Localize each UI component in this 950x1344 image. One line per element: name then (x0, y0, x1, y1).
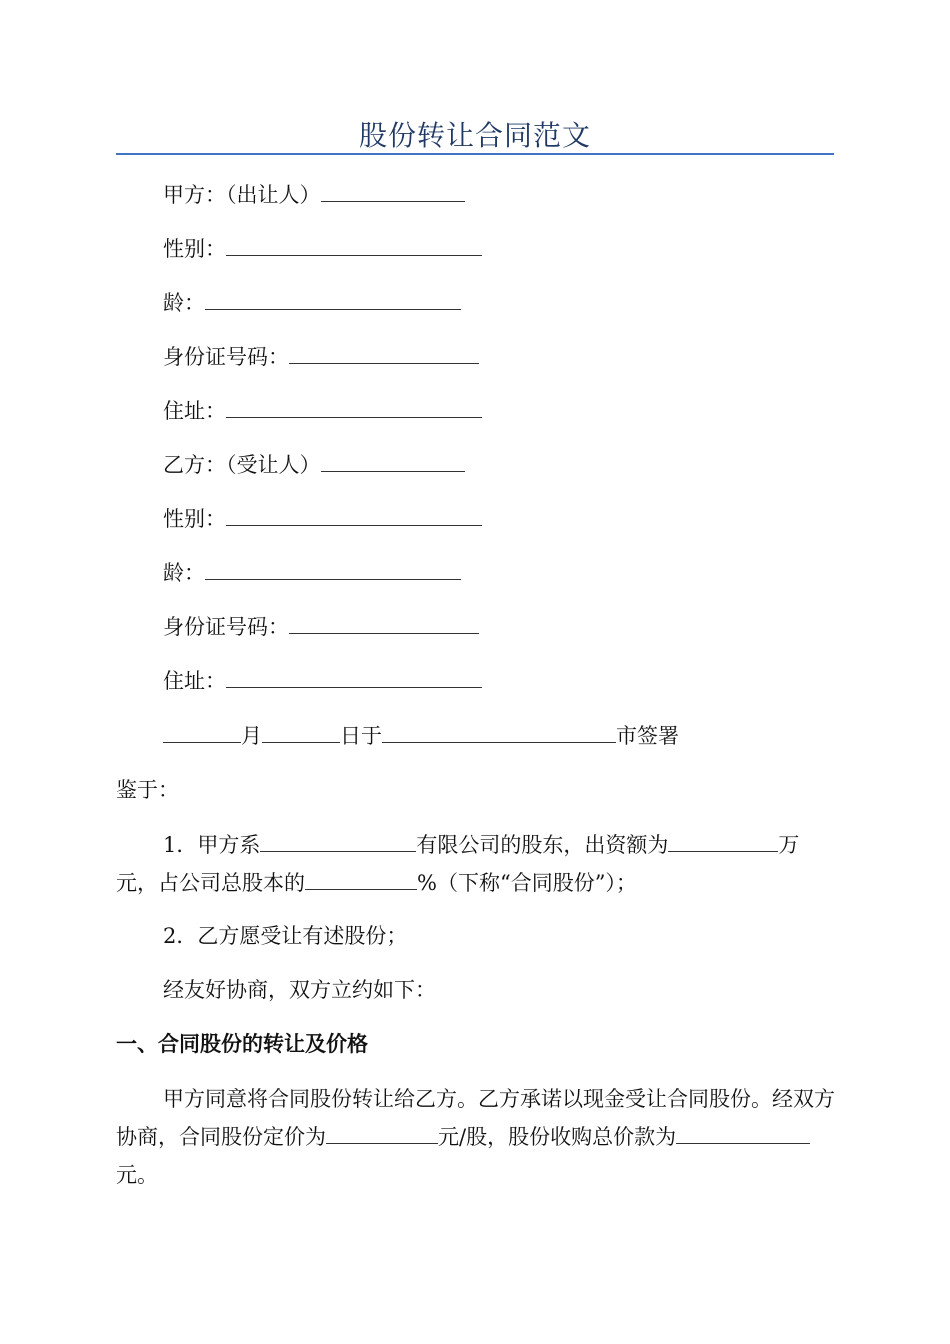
clause-1-part1: 1．甲方系 (163, 833, 261, 857)
clause-2: 2．乙方愿受让有述股份； (163, 924, 408, 948)
signing-line (163, 722, 679, 750)
signing-day-label: 日于 (340, 724, 382, 748)
signing-month-label: 月 (241, 724, 262, 748)
signing-city-label: 市签署 (616, 724, 679, 748)
title-underline (116, 153, 834, 155)
section-1-heading: 一、合同股份的转让及价格 (116, 1032, 368, 1056)
section-1-paragraph (116, 1080, 836, 1194)
section-1-part3: 元。 (116, 1163, 158, 1187)
party-a-gender-line (163, 235, 482, 263)
party-b-address-line (163, 667, 482, 695)
party-a-age-label: 龄： (163, 291, 205, 315)
party-b-address-blank[interactable] (226, 667, 482, 688)
party-a-label: 甲方：（出让人） (163, 183, 321, 207)
clause-1-part4: %（下称“合同股份”）； (417, 871, 637, 895)
clause-1-part3: 万元，占公司总股本的 (116, 833, 800, 895)
party-a-age-blank[interactable] (205, 289, 461, 310)
party-b-label-line (163, 451, 465, 479)
party-b-gender-blank[interactable] (226, 505, 482, 526)
party-b-label: 乙方：（受让人） (163, 453, 321, 477)
signing-day-blank[interactable] (262, 722, 340, 743)
party-a-address-label: 住址： (163, 399, 226, 423)
signing-city-blank[interactable] (382, 722, 616, 743)
party-b-age-blank[interactable] (205, 559, 461, 580)
whereas-label: 鉴于： (116, 778, 179, 802)
party-a-id-blank[interactable] (289, 343, 479, 364)
price-per-share-blank[interactable] (326, 1121, 438, 1144)
section-1-part2: 元/股，股份收购总价款为 (438, 1125, 677, 1149)
party-a-age-line (163, 289, 461, 317)
party-b-gender-line (163, 505, 482, 533)
party-b-id-label: 身份证号码： (163, 615, 289, 639)
share-percent-blank[interactable] (305, 867, 417, 890)
document-title: 股份转让合同范文 (358, 119, 591, 152)
party-b-gender-label: 性别： (163, 507, 226, 531)
clause-1 (116, 826, 836, 902)
party-b-id-line (163, 613, 479, 641)
agreement-intro: 经友好协商，双方立约如下： (163, 978, 436, 1002)
signing-month-blank[interactable] (163, 722, 241, 743)
clause-1-part2: 有限公司的股东，出资额为 (416, 833, 669, 857)
party-b-address-label: 住址： (163, 669, 226, 693)
total-price-blank[interactable] (676, 1121, 810, 1144)
party-b-age-label: 龄： (163, 561, 205, 585)
party-a-name-blank[interactable] (321, 181, 465, 202)
company-name-blank[interactable] (260, 829, 416, 852)
party-b-age-line (163, 559, 461, 587)
party-a-gender-label: 性别： (163, 237, 226, 261)
party-b-name-blank[interactable] (321, 451, 465, 472)
party-a-id-line (163, 343, 479, 371)
party-b-id-blank[interactable] (289, 613, 479, 634)
section-1-part1: 甲方同意将合同股份转让给乙方。乙方承诺以现金受让合同股份。经双方协商，合同股份定价为 (116, 1087, 835, 1149)
capital-amount-blank[interactable] (668, 829, 778, 852)
party-a-address-blank[interactable] (226, 397, 482, 418)
party-a-address-line (163, 397, 482, 425)
party-a-label-line (163, 181, 465, 209)
party-a-gender-blank[interactable] (226, 235, 482, 256)
party-a-id-label: 身份证号码： (163, 345, 289, 369)
